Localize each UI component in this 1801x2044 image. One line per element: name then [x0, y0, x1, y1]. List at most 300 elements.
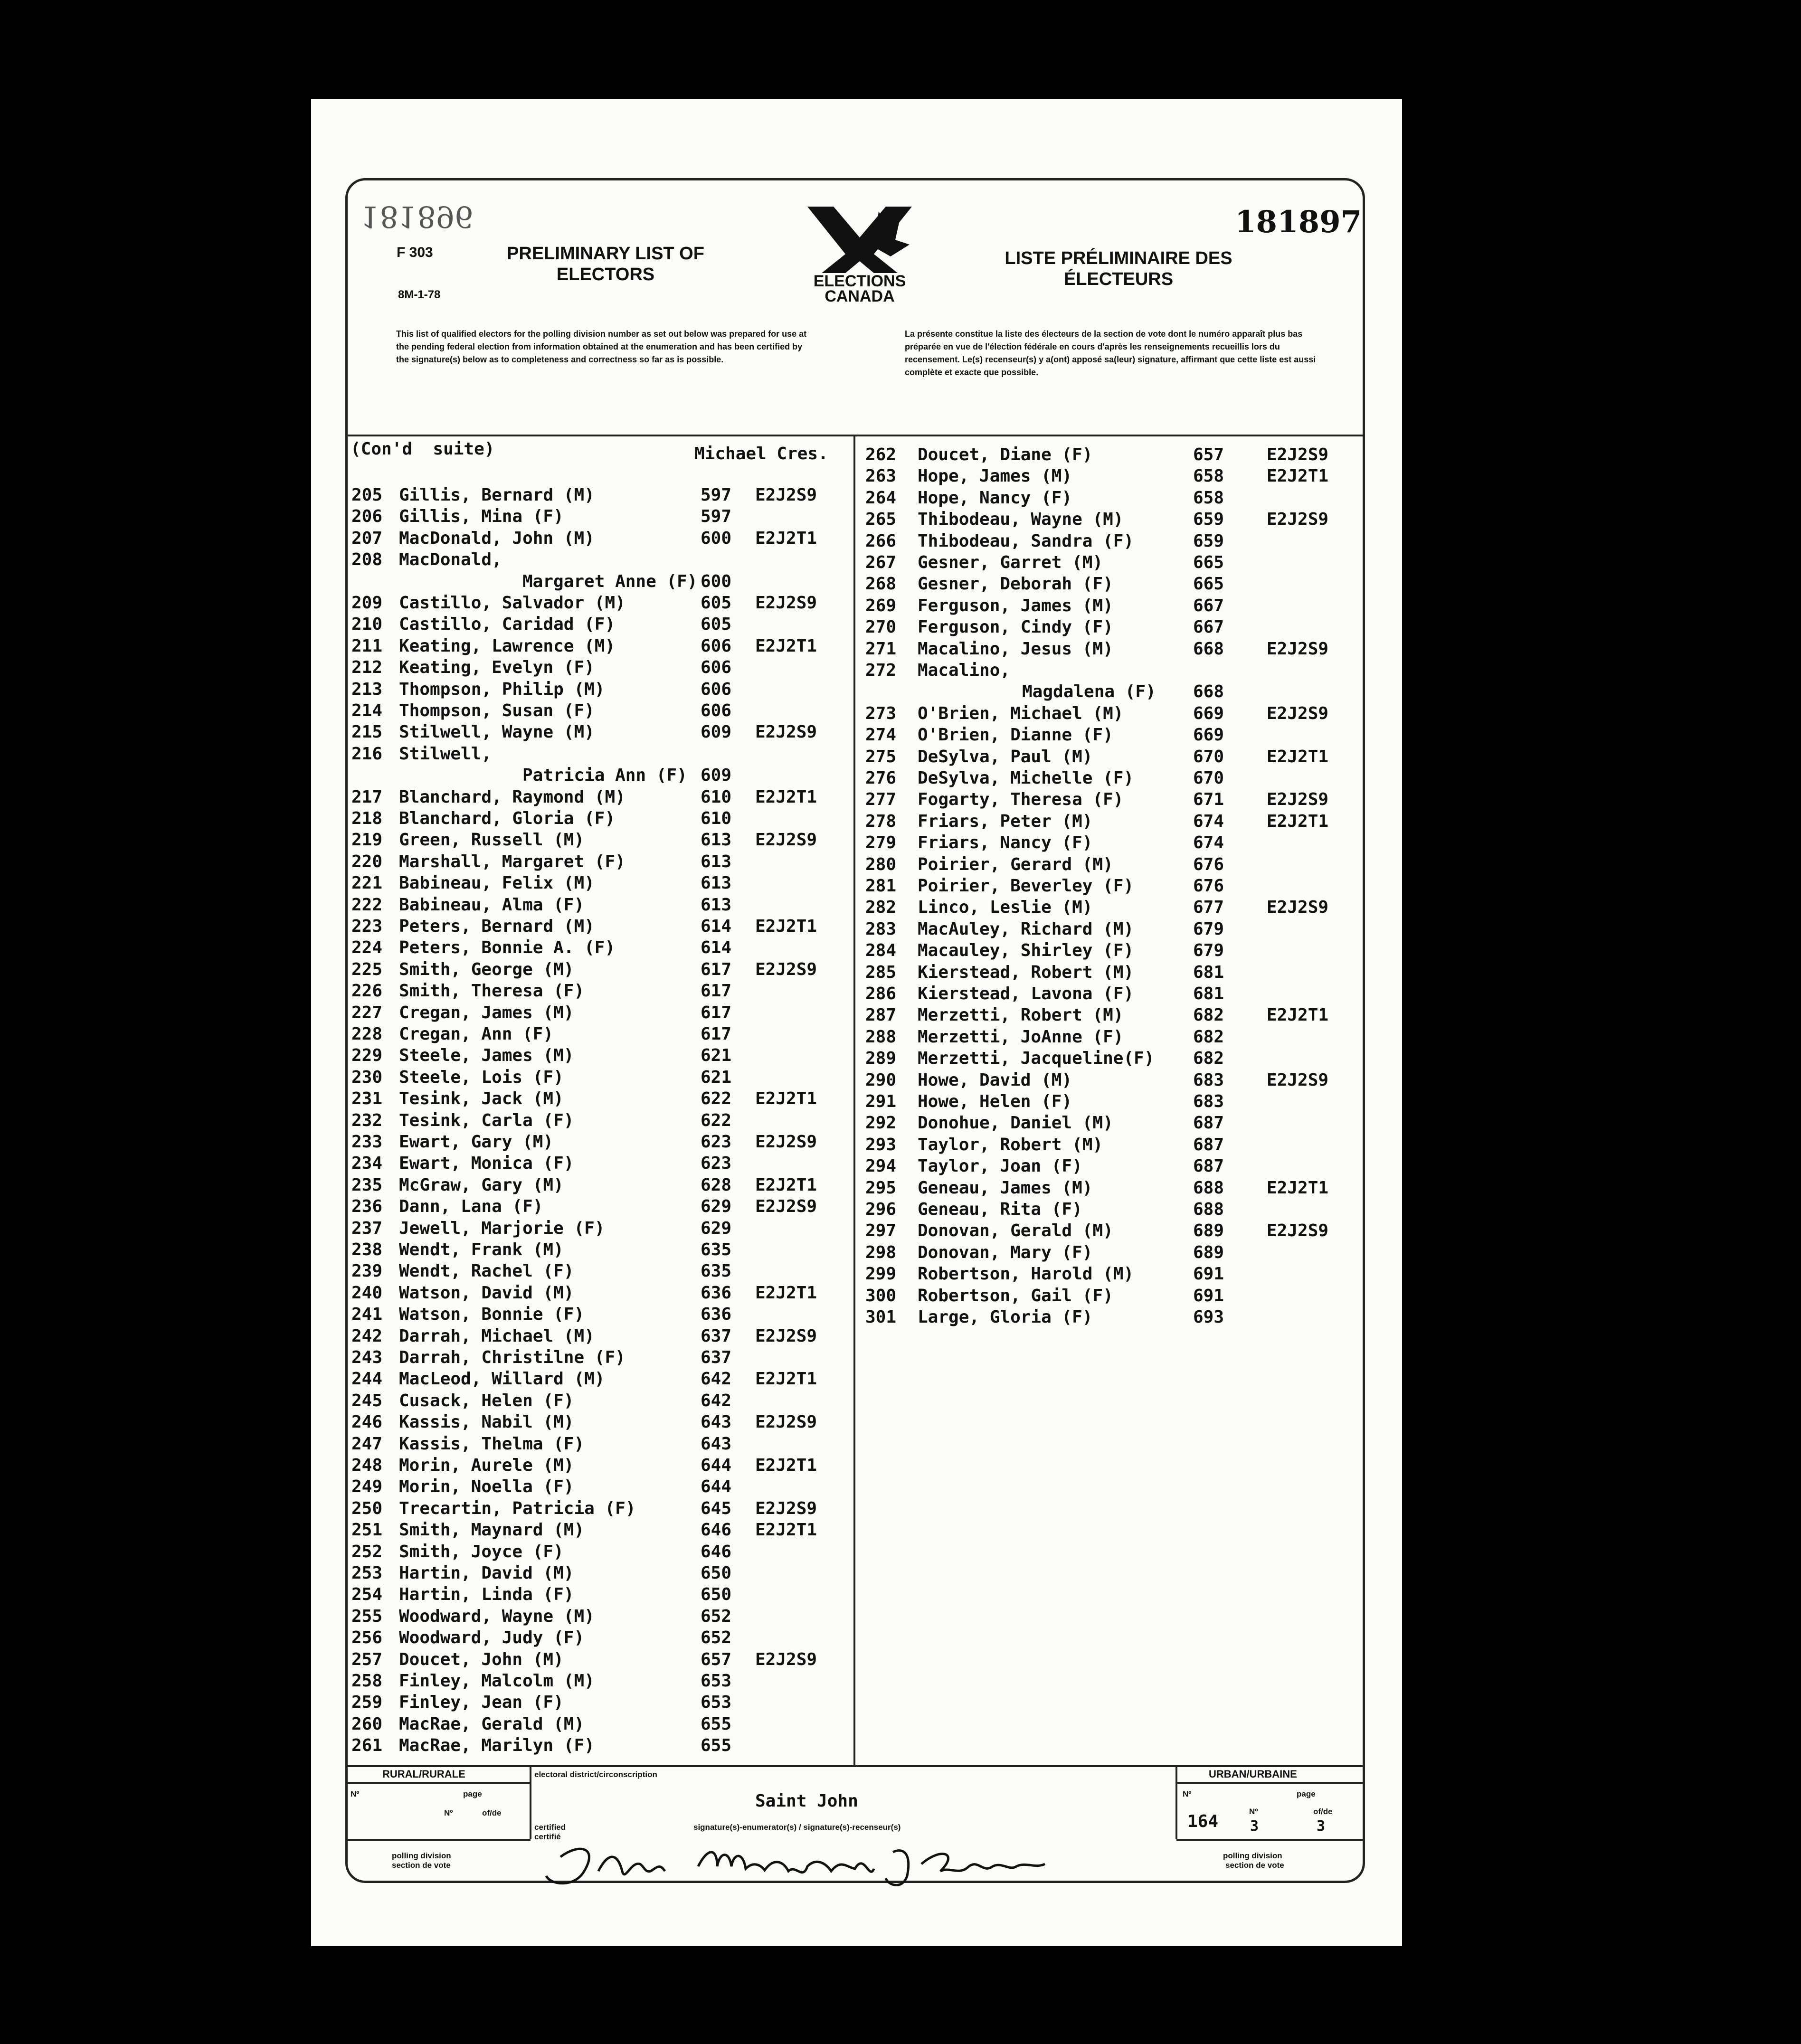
elector-name: Kierstead, Robert (M) [918, 963, 1134, 982]
elector-row [865, 1199, 1359, 1221]
electoral-district-label: electoral district/circonscription [534, 1770, 657, 1779]
street-number: 635 [701, 1240, 732, 1259]
elector-number: 224 [351, 938, 383, 957]
elector-number: 225 [351, 960, 383, 979]
elector-row [351, 1347, 850, 1369]
elector-number: 261 [351, 1736, 383, 1755]
elector-number: 236 [351, 1197, 383, 1216]
elector-row [351, 1088, 850, 1110]
elector-number: 295 [865, 1178, 897, 1198]
elector-name: McGraw, Gary (M) [399, 1175, 564, 1195]
elector-row [865, 940, 1359, 962]
street-number: 600 [701, 529, 732, 548]
elector-number: 238 [351, 1240, 383, 1259]
elector-name: Gillis, Bernard (M) [399, 485, 595, 505]
street-number: 614 [701, 938, 732, 957]
elector-row [865, 703, 1359, 725]
elector-name: Ferguson, Cindy (F) [918, 617, 1113, 637]
elector-row [865, 962, 1359, 984]
elector-name: Cusack, Helen (F) [399, 1391, 574, 1410]
elector-number: 221 [351, 873, 383, 893]
street-name: Michael Cres. [694, 444, 828, 464]
street-number: 642 [701, 1369, 732, 1389]
elector-row [351, 1260, 850, 1282]
elector-number: 210 [351, 615, 383, 634]
postal-code: E2J2T1 [755, 1175, 817, 1195]
electoral-district-value: Saint John [755, 1791, 858, 1811]
elector-row [865, 724, 1359, 746]
elector-name: Merzetti, JoAnne (F) [918, 1027, 1124, 1047]
elector-number: 267 [865, 553, 897, 572]
elector-row [865, 983, 1359, 1005]
intro-english: This list of qualified electors for the polling division number as set out below was prepared for use at the pending federal election from information obtained at the enumeration and has been certified by the signature(s) below as to completeness and correctness so far as is possible. [396, 329, 807, 364]
elector-number: 300 [865, 1286, 897, 1306]
elector-number: 232 [351, 1111, 383, 1130]
elector-row [865, 660, 1359, 681]
elector-number: 244 [351, 1369, 383, 1389]
elector-row [351, 1455, 850, 1476]
street-number: 613 [701, 873, 732, 893]
postal-code: E2J2S9 [755, 593, 817, 613]
elector-number: 247 [351, 1434, 383, 1454]
elector-row [351, 679, 850, 700]
street-number: 621 [701, 1068, 732, 1087]
elector-row [351, 1218, 850, 1240]
elector-number: 212 [351, 658, 383, 677]
elector-name: Donohue, Daniel (M) [918, 1113, 1113, 1133]
elector-name: Finley, Jean (F) [399, 1693, 564, 1712]
elector-name: Gesner, Deborah (F) [918, 574, 1113, 594]
elector-name: Keating, Lawrence (M) [399, 636, 616, 656]
elector-row [865, 638, 1359, 660]
elector-name: Merzetti, Robert (M) [918, 1005, 1124, 1025]
street-number: 658 [1193, 466, 1224, 486]
street-number: 617 [701, 1024, 732, 1044]
elector-row [351, 635, 850, 657]
elector-name: Howe, David (M) [918, 1070, 1072, 1090]
postal-code: E2J2S9 [755, 830, 817, 850]
street-number: 644 [701, 1477, 732, 1496]
elector-row [351, 872, 850, 894]
elector-number: 282 [865, 898, 897, 917]
elector-number: 237 [351, 1219, 383, 1238]
street-number: 623 [701, 1132, 732, 1152]
elector-row [351, 1282, 850, 1304]
certifie-label: certifié [534, 1832, 561, 1841]
elector-number: 228 [351, 1024, 383, 1044]
elector-number: 226 [351, 981, 383, 1001]
urban-no-label: Nº [1183, 1789, 1192, 1798]
elector-number: 254 [351, 1585, 383, 1604]
elector-row [351, 1110, 850, 1132]
street-number: 677 [1193, 898, 1224, 917]
elector-row [351, 1239, 850, 1261]
page-total: 3 [1317, 1818, 1326, 1835]
street-number: 679 [1193, 941, 1224, 960]
elector-name: Woodward, Judy (F) [399, 1628, 585, 1647]
polling-division-label-fr: polling division [1223, 1851, 1282, 1860]
logo-wordmark: ELECTIONS [813, 272, 906, 290]
elector-name: Hartin, David (M) [399, 1563, 574, 1583]
elector-number: 230 [351, 1068, 383, 1087]
elector-name: Thibodeau, Wayne (M) [918, 510, 1124, 529]
street-number: 617 [701, 960, 732, 979]
street-number: 687 [1193, 1156, 1224, 1176]
street-number: 659 [1193, 510, 1224, 529]
elector-row [351, 657, 850, 679]
page-number: 3 [1250, 1818, 1259, 1835]
elector-row [865, 1026, 1359, 1048]
street-number: 653 [701, 1693, 732, 1712]
postal-code: E2J2T1 [1267, 466, 1329, 486]
elector-name: Thibodeau, Sandra (F) [918, 531, 1134, 551]
postal-code: E2J2S9 [1267, 1221, 1329, 1240]
elector-row [351, 1584, 850, 1606]
street-number: 658 [1193, 488, 1224, 508]
elector-row [351, 1735, 850, 1757]
street-number: 629 [701, 1219, 732, 1238]
elector-name: Ferguson, James (M) [918, 596, 1113, 615]
elector-name: Doucet, Diane (F) [918, 445, 1093, 464]
elector-number: 235 [351, 1175, 383, 1195]
street-number: 610 [701, 809, 732, 828]
elector-number: 291 [865, 1092, 897, 1111]
elector-number: 288 [865, 1027, 897, 1047]
elector-row [351, 506, 850, 528]
polling-division-number: 164 [1187, 1812, 1219, 1831]
elector-row [865, 1134, 1359, 1156]
elector-number: 278 [865, 812, 897, 831]
elector-number: 301 [865, 1307, 897, 1327]
elector-name: Jewell, Marjorie (F) [399, 1219, 605, 1238]
elector-name: Large, Gloria (F) [918, 1307, 1093, 1327]
elector-row [865, 789, 1359, 811]
street-number: 676 [1193, 876, 1224, 896]
elector-row [351, 614, 850, 635]
street-number: 597 [701, 485, 732, 505]
elector-number: 299 [865, 1264, 897, 1284]
enumerator-signature [541, 1838, 1054, 1895]
elector-number: 205 [351, 485, 383, 505]
elector-name: Geneau, Rita (F) [918, 1200, 1082, 1219]
street-number: 674 [1193, 812, 1224, 831]
street-number: 683 [1193, 1092, 1224, 1111]
street-number: 676 [1193, 855, 1224, 874]
street-number: 628 [701, 1175, 732, 1195]
elector-number: 209 [351, 593, 383, 613]
street-number: 671 [1193, 790, 1224, 809]
elector-number: 276 [865, 768, 897, 788]
street-number: 642 [701, 1391, 732, 1410]
elector-row [351, 484, 850, 506]
rural-of-label: of/de [482, 1808, 502, 1817]
postal-code: E2J2T1 [755, 636, 817, 656]
street-number: 622 [701, 1111, 732, 1130]
elector-name: Patricia Ann (F) [522, 766, 687, 785]
postal-code: E2J2T1 [755, 1369, 817, 1389]
elector-number: 213 [351, 680, 383, 699]
street-number: 621 [701, 1046, 732, 1065]
street-number: 679 [1193, 919, 1224, 939]
elector-name: Macauley, Shirley (F) [918, 941, 1134, 960]
street-number: 597 [701, 507, 732, 526]
elector-row [865, 552, 1359, 574]
elector-number: 250 [351, 1499, 383, 1518]
elector-name: Gillis, Mina (F) [399, 507, 564, 526]
print-code: 8M-1-78 [398, 288, 441, 301]
elector-number: 211 [351, 636, 383, 656]
elector-row [351, 959, 850, 981]
elector-name: DeSylva, Paul (M) [918, 747, 1093, 766]
elector-name: DeSylva, Michelle (F) [918, 768, 1134, 788]
postal-code: E2J2S9 [755, 1412, 817, 1432]
elector-number: 215 [351, 722, 383, 742]
postal-code: E2J2S9 [755, 960, 817, 979]
elector-name: Kassis, Thelma (F) [399, 1434, 585, 1454]
elector-row [865, 595, 1359, 617]
street-number: 645 [701, 1499, 732, 1518]
elector-name: Tesink, Jack (M) [399, 1089, 564, 1108]
elector-name: Smith, George (M) [399, 960, 574, 979]
elector-row [865, 746, 1359, 768]
postal-code: E2J2S9 [755, 1326, 817, 1346]
elector-name: Donovan, Mary (F) [918, 1243, 1093, 1262]
elector-number: 229 [351, 1046, 383, 1065]
elector-number: 251 [351, 1520, 383, 1540]
elector-name: Darrah, Christilne (F) [399, 1348, 626, 1367]
elector-row [865, 573, 1359, 595]
elector-name: O'Brien, Dianne (F) [918, 725, 1113, 745]
elector-name: Robertson, Gail (F) [918, 1286, 1113, 1306]
elector-row [351, 1692, 850, 1713]
postal-code: E2J2T1 [1267, 747, 1329, 766]
elector-row [865, 1048, 1359, 1069]
elector-name: MacDonald, John (M) [399, 529, 595, 548]
elector-number: 290 [865, 1070, 897, 1090]
rural-label: RURAL/RURALE [382, 1768, 465, 1780]
elector-row [351, 1519, 850, 1541]
elector-number: 262 [865, 445, 897, 464]
elector-name: Steele, James (M) [399, 1046, 574, 1065]
street-number: 669 [1193, 704, 1224, 723]
street-number: 605 [701, 615, 732, 634]
elector-row [351, 1325, 850, 1347]
elector-row [351, 1670, 850, 1692]
elector-row [351, 851, 850, 873]
elector-row [865, 1306, 1359, 1328]
street-number: 635 [701, 1261, 732, 1281]
elector-name: Smith, Theresa (F) [399, 981, 585, 1001]
elector-row [351, 1562, 850, 1584]
elector-row [865, 509, 1359, 530]
elector-number: 271 [865, 639, 897, 659]
elector-number: 297 [865, 1221, 897, 1240]
street-number: 689 [1193, 1243, 1224, 1262]
street-number: 687 [1193, 1135, 1224, 1154]
elector-name: Thompson, Philip (M) [399, 680, 605, 699]
street-number: 655 [701, 1736, 732, 1755]
elector-row [865, 1177, 1359, 1199]
postal-code: E2J2T1 [755, 917, 817, 936]
postal-code: E2J2S9 [1267, 1070, 1329, 1090]
elector-name: Peters, Bernard (M) [399, 917, 595, 936]
elector-row [351, 1498, 850, 1520]
elector-number: 220 [351, 852, 383, 871]
elector-name: Linco, Leslie (M) [918, 898, 1093, 917]
elector-row [865, 1242, 1359, 1264]
street-number: 650 [701, 1563, 732, 1583]
elector-name: Dann, Lana (F) [399, 1197, 543, 1216]
elector-row [351, 592, 850, 614]
postal-code: E2J2S9 [1267, 704, 1329, 723]
elector-row [865, 1091, 1359, 1113]
street-number: 657 [701, 1650, 732, 1669]
street-number: 667 [1193, 617, 1224, 637]
elector-name: Castillo, Salvador (M) [399, 593, 626, 613]
street-number: 646 [701, 1520, 732, 1540]
street-number: 622 [701, 1089, 732, 1108]
street-number: 668 [1193, 682, 1224, 701]
elector-number: 253 [351, 1563, 383, 1583]
elector-row [351, 1045, 850, 1067]
elector-number: 255 [351, 1607, 383, 1626]
street-number: 657 [1193, 445, 1224, 464]
elector-name: Friars, Peter (M) [918, 812, 1093, 831]
elector-row [865, 854, 1359, 876]
elector-number: 242 [351, 1326, 383, 1346]
elector-row [351, 1476, 850, 1498]
elector-number: 231 [351, 1089, 383, 1108]
rural-page-label: page [463, 1789, 482, 1798]
postal-code: E2J2S9 [1267, 510, 1329, 529]
elector-number: 239 [351, 1261, 383, 1281]
elector-name: Marshall, Margaret (F) [399, 852, 626, 871]
street-number: 652 [701, 1628, 732, 1647]
elector-number: 266 [865, 531, 897, 551]
mirrored-serial: 181896 [361, 199, 474, 234]
street-number: 600 [701, 572, 732, 591]
elector-row [865, 444, 1359, 466]
elector-name: Keating, Evelyn (F) [399, 658, 595, 677]
rural-page-no-label: Nº [444, 1808, 453, 1817]
urban-page-no-label: Nº [1249, 1807, 1258, 1816]
elector-row [351, 1023, 850, 1045]
elector-row [351, 1368, 850, 1390]
elector-name: Finley, Malcolm (M) [399, 1671, 595, 1691]
street-number: 693 [1193, 1307, 1224, 1327]
elector-row [351, 1153, 850, 1174]
section-de-vote-label-fr: section de vote [1225, 1861, 1284, 1870]
elector-number: 274 [865, 725, 897, 745]
street-number: 687 [1193, 1113, 1224, 1133]
elector-number: 284 [865, 941, 897, 960]
postal-code: E2J2S9 [755, 722, 817, 742]
elector-number: 257 [351, 1650, 383, 1669]
elector-row [865, 918, 1359, 940]
elector-name: Geneau, James (M) [918, 1178, 1093, 1198]
elector-row [865, 1263, 1359, 1285]
elector-number: 296 [865, 1200, 897, 1219]
elector-name: Doucet, John (M) [399, 1650, 564, 1669]
postal-code: E2J2T1 [755, 1089, 817, 1108]
elector-number: 208 [351, 550, 383, 569]
elector-number: 207 [351, 529, 383, 548]
elector-number: 243 [351, 1348, 383, 1367]
elector-name: Watson, Bonnie (F) [399, 1305, 585, 1324]
elector-number: 294 [865, 1156, 897, 1176]
elector-name: Cregan, Ann (F) [399, 1024, 554, 1044]
elector-row [351, 1606, 850, 1628]
elector-row [865, 811, 1359, 833]
street-number: 688 [1193, 1178, 1224, 1198]
elector-name: Babineau, Alma (F) [399, 895, 585, 915]
elector-name: Darrah, Michael (M) [399, 1326, 595, 1346]
elector-name: MacRae, Gerald (M) [399, 1714, 585, 1734]
elector-row [351, 786, 850, 808]
elector-number: 275 [865, 747, 897, 766]
elector-row [865, 530, 1359, 552]
elector-number: 217 [351, 787, 383, 807]
street-number: 637 [701, 1326, 732, 1346]
street-number: 669 [1193, 725, 1224, 745]
section-de-vote-label: section de vote [392, 1861, 451, 1870]
street-number: 665 [1193, 574, 1224, 594]
street-number: 617 [701, 1003, 732, 1022]
street-number: 637 [701, 1348, 732, 1367]
urban-page-label: page [1297, 1789, 1316, 1798]
street-number: 688 [1193, 1200, 1224, 1219]
elector-row [351, 1174, 850, 1196]
street-number: 609 [701, 722, 732, 742]
form-number: F 303 [397, 245, 433, 260]
elector-name: MacAuley, Richard (M) [918, 919, 1134, 939]
elector-number: 273 [865, 704, 897, 723]
elector-number: 240 [351, 1283, 383, 1303]
street-number: 655 [701, 1714, 732, 1734]
postal-code: E2J2T1 [1267, 812, 1329, 831]
elector-row [351, 1627, 850, 1649]
postal-code: E2J2S9 [755, 1132, 817, 1152]
postal-code: E2J2S9 [1267, 639, 1329, 659]
elector-row [351, 700, 850, 722]
street-number: 652 [701, 1607, 732, 1626]
elector-name: MacDonald, [399, 550, 502, 569]
elector-number: 272 [865, 661, 897, 680]
svg-text:CANADA: CANADA [825, 287, 895, 305]
street-number: 689 [1193, 1221, 1224, 1240]
elector-row [351, 528, 850, 549]
elector-number: 292 [865, 1113, 897, 1133]
form-serial-number: 181897 [1235, 204, 1362, 240]
elector-name: MacLeod, Willard (M) [399, 1369, 605, 1389]
elector-name: Hope, Nancy (F) [918, 488, 1072, 508]
elector-row [351, 1713, 850, 1735]
signature-label: signature(s)-enumerator(s) / signature(s)-recenseur(s) [693, 1823, 901, 1832]
street-number: 643 [701, 1412, 732, 1432]
street-number: 670 [1193, 768, 1224, 788]
elector-number: 227 [351, 1003, 383, 1022]
street-number: 668 [1193, 639, 1224, 659]
elector-row [351, 1411, 850, 1433]
postal-code: E2J2S9 [755, 1650, 817, 1669]
postal-code: E2J2T1 [1267, 1178, 1329, 1198]
postal-code: E2J2S9 [1267, 445, 1329, 464]
elector-number: 234 [351, 1154, 383, 1173]
elector-number: 269 [865, 596, 897, 615]
rural-no-label: Nº [351, 1789, 360, 1798]
street-number: 646 [701, 1542, 732, 1561]
elector-name: Donovan, Gerald (M) [918, 1221, 1113, 1240]
